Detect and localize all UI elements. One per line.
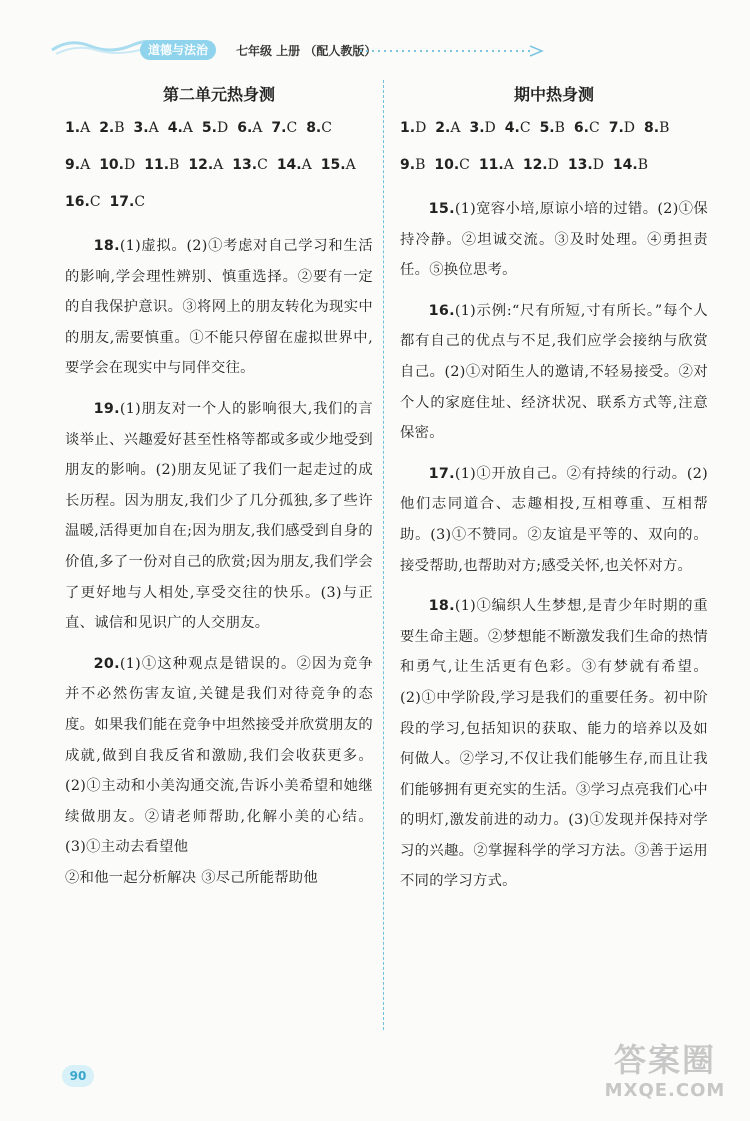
mc-item <box>188 157 223 173</box>
answer-text: (1)朋友对一个人的影响很大,我们的言谈举止、兴趣爱好甚至性格等都或多或少地受到朋友的影响。(2)朋友见证了我们一起走过的成长历程。因为朋友,我们少了几分孤独,多了些许温暖,活得更加自在;因为朋友,我们感受到自身的价值,多了一份对自己的欣赏;因为朋友,我们学会了更好地与人相处,享受交往的快乐。(3)与正直、诚信和见识广的人交朋友。 <box>65 400 373 632</box>
spacer <box>65 639 373 649</box>
wave-decoration-icon <box>50 36 150 58</box>
mc-choice: B <box>554 120 565 136</box>
watermark <box>590 1040 740 1110</box>
answer-tail: ②和他一起分析解决 ③尽己所能帮助他 <box>65 869 318 886</box>
mc-item <box>65 120 90 136</box>
answer-paragraph <box>400 194 708 286</box>
answers-right <box>400 184 708 897</box>
mc-item <box>435 120 460 136</box>
mc-choice: C <box>286 120 298 136</box>
mc-choice: C <box>519 120 531 136</box>
mc-choice: D <box>415 120 427 136</box>
answer-text: (1)示例:“尺有所短,寸有所长。”每个人都有自己的优点与不足,我们应学会接纳与欣赏自己。(2)①对陌生人的邀请,不轻易接受。②对个人的家庭住址、经济状况、联系方式等,注意保密。 <box>400 302 708 442</box>
mc-choice: C <box>134 194 146 210</box>
mc-item <box>202 120 228 136</box>
answer-paragraph <box>400 591 708 897</box>
answer-paragraph <box>400 459 708 581</box>
mc-item <box>237 120 262 136</box>
mc-item <box>65 157 90 173</box>
mc-number: 14. <box>276 157 302 173</box>
answer-number: 19. <box>93 400 120 417</box>
mc-choice: C <box>321 120 332 136</box>
mc-choice: B <box>637 157 649 173</box>
mc-item <box>277 157 312 173</box>
answer-number: 18. <box>93 238 120 254</box>
mc-item <box>644 120 669 136</box>
mc-number: 11. <box>478 157 504 173</box>
mc-choice: A <box>148 120 159 136</box>
mc-choice: C <box>257 157 268 173</box>
mc-number: 13. <box>232 157 258 173</box>
mc-choice: D <box>623 120 635 136</box>
mc-item <box>505 120 531 136</box>
mc-item <box>479 157 514 173</box>
mc-item <box>568 157 604 173</box>
mc-choice: D <box>484 120 496 136</box>
answer-number: 15. <box>428 201 455 217</box>
mc-number: 7. <box>608 120 624 136</box>
mc-choice: B <box>114 120 125 136</box>
mc-item <box>110 194 146 210</box>
mc-choice: D <box>124 157 136 173</box>
mc-item <box>134 120 159 136</box>
spacer <box>400 184 708 194</box>
mc-choice: A <box>301 157 312 173</box>
page-header <box>0 0 750 75</box>
mc-number: 8. <box>644 120 660 136</box>
mc-number: 16. <box>65 194 90 210</box>
mc-choice: D <box>216 120 229 136</box>
answer-text: (1)宽容小培,原谅小培的过错。(2)①保持冷静。②坦诚交流。③及时处理。④勇担责任。⑤换位思考。 <box>400 201 708 279</box>
mc-choice: A <box>80 120 91 136</box>
dotted-arrow-icon <box>360 45 545 57</box>
mc-item <box>609 120 635 136</box>
mc-number: 14. <box>612 157 638 173</box>
mc-number: 17. <box>109 194 135 210</box>
mc-item <box>232 157 268 173</box>
column-divider <box>383 80 384 1030</box>
left-column <box>65 80 373 893</box>
mc-number: 4. <box>504 120 520 136</box>
answer-number: 16. <box>428 302 455 319</box>
mc-choice: A <box>252 120 263 136</box>
mc-item <box>99 120 124 136</box>
mc-item <box>613 157 648 173</box>
mc-item <box>523 157 559 173</box>
answer-text: (1)①这种观点是错误的。②因为竞争并不必然伤害友谊,关键是我们对待竞争的态度。如果我们能在竞争中坦然接受并欣赏朋友的成就,做到自我反省和激励,我们会收获更多。(2)①主动和小美沟通交流,告诉小美希望和她继续做朋友。②请老师帮助,化解小美的心结。(3)①主动去看望他 <box>65 655 373 856</box>
mc-item <box>306 120 332 136</box>
watermark-logo: 答案圈 <box>613 1041 716 1079</box>
mc-choice: A <box>213 157 224 173</box>
mc-number: 6. <box>237 120 253 136</box>
mc-number: 1. <box>65 120 81 136</box>
section-title-unit2: 第二单元热身测 <box>162 85 275 104</box>
mc-number: 11. <box>144 157 170 173</box>
spacer <box>400 581 708 591</box>
mc-choice: D <box>592 157 604 173</box>
mc-choice: C <box>89 194 101 210</box>
mc-number: 2. <box>435 120 451 136</box>
mc-number: 7. <box>271 120 287 136</box>
mc-number: 13. <box>567 157 593 173</box>
mc-number: 8. <box>306 120 322 136</box>
mc-choice: A <box>345 157 356 173</box>
spacer <box>400 449 708 459</box>
mc-choice: A <box>503 157 514 173</box>
mc-item <box>168 120 193 136</box>
mc-number: 9. <box>400 157 416 173</box>
mc-item <box>574 120 600 136</box>
mc-item <box>540 120 565 136</box>
answer-text: (1)虚拟。(2)①考虑对自己学习和生活的影响,学会理性辨别、慎重选择。②要有一定的自我保护意识。③将网上的朋友转化为现实中的朋友,需要慎重。①不能只停留在虚拟世界中,要学会在现实中与同伴交往。 <box>65 238 373 377</box>
mc-answers-left <box>65 110 373 221</box>
mc-number: 1. <box>400 120 416 136</box>
mc-row <box>400 147 708 184</box>
mc-item <box>65 194 101 210</box>
subject-badge: 道德与法治 <box>140 40 216 60</box>
answer-text: (1)①编织人生梦想,是青少年时期的重要生命主题。②梦想能不断激发我们生命的热情和勇气,让生活更有色彩。③有梦就有希望。(2)①中学阶段,学习是我们的重要任务。初中阶段的学习,包括知识的获取、能力的培养以及如何做人。②学习,不仅让我们能够生存,而且让我们能够拥有更充实的生活。③学习点亮我们心中的明灯,激发前进的动力。(3)①发现并保持对学习的兴趣。②掌握科学的学习方法。③善于运用不同的学习方式。 <box>400 598 708 890</box>
mc-number: 10. <box>99 157 124 173</box>
answer-paragraph <box>65 231 373 384</box>
answer-number: 20. <box>93 655 120 672</box>
spacer <box>65 384 373 394</box>
mc-item <box>144 157 179 173</box>
section-title-midterm: 期中热身测 <box>513 85 594 104</box>
mc-number: 10. <box>434 157 460 173</box>
mc-item <box>469 120 495 136</box>
mc-number: 5. <box>201 120 217 136</box>
mc-choice: B <box>169 157 180 173</box>
mc-number: 12. <box>188 157 214 173</box>
mc-row <box>65 110 373 147</box>
mc-number: 2. <box>99 120 115 136</box>
mc-number: 3. <box>133 120 149 136</box>
mc-number: 9. <box>65 157 81 173</box>
spacer <box>400 286 708 296</box>
mc-choice: A <box>450 120 461 136</box>
mc-choice: B <box>415 157 426 173</box>
mc-number: 3. <box>469 120 485 136</box>
answers-left <box>65 221 373 863</box>
mc-number: 12. <box>522 157 548 173</box>
mc-choice: D <box>547 157 559 173</box>
mc-item <box>321 157 356 173</box>
answer-number: 18. <box>428 598 455 615</box>
mc-row <box>400 110 708 147</box>
mc-number: 5. <box>539 120 555 136</box>
mc-item <box>99 157 135 173</box>
mc-choice: C <box>588 120 600 136</box>
watermark-url: MXQE.COM <box>604 1080 726 1101</box>
mc-choice: A <box>80 157 91 173</box>
mc-row <box>65 147 373 184</box>
mc-item <box>434 157 470 173</box>
grade-label: 七年级 上册 （配人教版） <box>236 44 377 58</box>
mc-answers-right <box>400 110 708 184</box>
mc-item <box>271 120 297 136</box>
mc-row <box>65 184 373 221</box>
answer-text: (1)①开放自己。②有持续的行动。(2)他们志同道合、志趣相投,互相尊重、互相帮助。(3)①不赞同。②友谊是平等的、双向的。接受帮助,也帮助对方;感受关怀,也关怀对方。 <box>400 465 708 574</box>
answer-paragraph <box>65 649 373 863</box>
answer-number: 17. <box>428 465 455 482</box>
mc-choice: A <box>182 120 193 136</box>
mc-item <box>400 157 425 173</box>
mc-number: 15. <box>320 157 346 173</box>
mc-item <box>400 120 426 136</box>
answer-paragraph <box>65 394 373 639</box>
mc-choice: B <box>659 120 670 136</box>
mc-choice: C <box>459 157 470 173</box>
page-number: 90 <box>62 1065 94 1087</box>
answer-paragraph <box>400 296 708 449</box>
mc-number: 6. <box>573 120 589 136</box>
right-column <box>400 80 708 897</box>
spacer <box>65 221 373 231</box>
mc-number: 4. <box>167 120 183 136</box>
